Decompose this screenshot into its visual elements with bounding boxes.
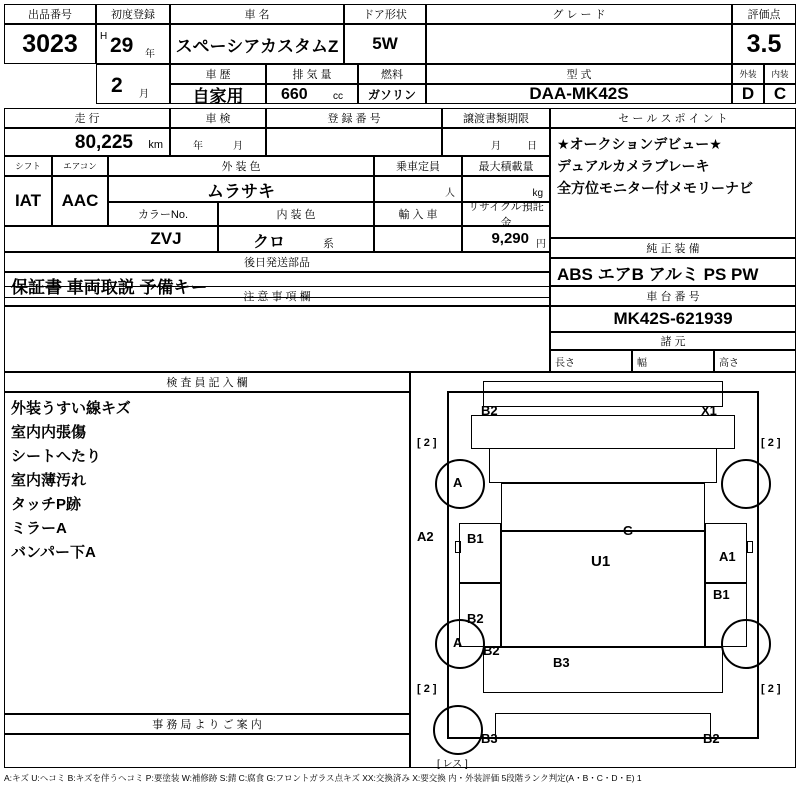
wheel-code-rear-left: A — [453, 635, 463, 650]
first-reg-month: 2 — [111, 74, 123, 97]
rear-panel — [483, 647, 723, 693]
ac-text: AAC — [61, 191, 99, 210]
damage-code-center-u1: U1 — [591, 553, 611, 570]
height-label: 高さ — [714, 350, 796, 372]
shift-text: IAT — [14, 191, 42, 210]
hood-panel — [471, 415, 735, 449]
transfer-deadline-label: 譲渡書類期限 — [442, 108, 550, 128]
damage-code-left-b1: B1 — [467, 531, 484, 546]
color-no-label: カラーNo. — [108, 202, 218, 226]
model-text: DAA-MK42S — [529, 84, 629, 103]
wheel-front-right — [721, 459, 771, 509]
inspector-notes-box — [4, 392, 410, 714]
displacement-unit: cc — [333, 91, 343, 102]
fuel-text: ガソリン — [367, 87, 416, 102]
transfer-month: 月 — [491, 141, 501, 152]
int-color-text: クロ — [253, 234, 286, 251]
fuel-value — [358, 84, 426, 104]
first-reg-year: 29 — [110, 34, 134, 57]
reg-no-value — [266, 128, 442, 156]
ext-grade-text: D — [741, 84, 755, 103]
cabin-center — [501, 531, 705, 647]
office-notice-value — [4, 734, 410, 768]
shaken-value — [170, 128, 266, 156]
chassis-label: 車 台 番 号 — [550, 286, 796, 306]
damage-code-bottom-left: B3 — [481, 731, 498, 746]
warranty-items-text: 保証書 車両取説 予備キー — [11, 277, 208, 297]
genuine-equipment-label: 純 正 装 備 — [550, 238, 796, 258]
history-text: 自家用 — [192, 86, 244, 106]
sales-point-label: セ ー ル ス ポ イ ン ト — [550, 108, 796, 128]
ext-grade-label: 外装 — [732, 64, 764, 84]
fuel-label: 燃料 — [358, 64, 426, 84]
later-ship-label: 後日発送部品 — [4, 252, 550, 272]
genuine-equipment-value — [550, 258, 796, 286]
first-reg-year-unit: 年 — [145, 49, 155, 60]
door-shape-label: ドア形状 — [344, 4, 426, 24]
transfer-deadline-value — [442, 128, 550, 156]
inspector-label: 検 査 員 記 入 欄 — [4, 372, 410, 392]
chassis-value — [550, 306, 796, 332]
model-label: 型 式 — [426, 64, 732, 84]
lot-number-label: 出品番号 — [4, 4, 96, 24]
inspector-line-3: シートへたり — [11, 448, 102, 465]
mileage-unit: km — [148, 139, 163, 151]
inspector-line-7: バンパー下A — [11, 544, 96, 561]
shaken-label: 車 検 — [170, 108, 266, 128]
lot-number-text: 3023 — [22, 29, 78, 58]
damage-code-left-b2: B2 — [467, 611, 484, 626]
damage-code-center-b3: B3 — [553, 655, 570, 670]
history-value — [170, 84, 266, 104]
recycle-text: 9,290 — [491, 230, 529, 247]
recycle-value — [462, 226, 550, 252]
ac-label: エアコン — [52, 156, 108, 176]
score-label: 評価点 — [732, 4, 796, 24]
seats-label: 乗車定員 — [374, 156, 462, 176]
office-notice-label: 事 務 局 よ り ご 案 内 — [4, 714, 410, 734]
model-value — [426, 84, 732, 104]
max-load-unit: kg — [532, 188, 543, 199]
roof-panel — [501, 483, 705, 531]
spare-wheel-label: [ レス ] — [437, 759, 468, 770]
notes-value — [4, 306, 550, 372]
damage-code-top-right: X1 — [701, 403, 717, 418]
mileage-value — [4, 128, 170, 156]
displacement-label: 排 気 量 — [266, 64, 358, 84]
displacement-text: 660 — [281, 86, 308, 103]
recycle-label: リサイクル預託金 — [462, 202, 550, 226]
recycle-unit: 円 — [536, 239, 546, 250]
color-no-value — [4, 226, 218, 252]
transfer-day: 日 — [527, 141, 537, 152]
inspector-line-5: タッチP跡 — [11, 496, 82, 513]
inspector-line-4: 室内薄汚れ — [11, 472, 87, 489]
bracket-bottom-right: [ 2 ] — [761, 683, 781, 695]
ext-color-label: 外 装 色 — [108, 156, 374, 176]
door-shape-text: 5W — [372, 34, 398, 53]
wheel-rear-right — [721, 619, 771, 669]
seats-unit: 人 — [445, 188, 455, 199]
spare-wheel — [433, 705, 483, 755]
car-name-text: スペーシアカスタムZ — [175, 36, 339, 56]
lot-number-value — [4, 24, 96, 64]
dimensions-label: 諸 元 — [550, 332, 796, 350]
bracket-bottom-left: [ 2 ] — [417, 683, 437, 695]
front-bumper — [483, 381, 723, 407]
first-reg-era: H — [100, 31, 108, 42]
int-grade-label: 内装 — [764, 64, 796, 84]
sales-point-line-1: ★オークションデビュー★ — [557, 136, 722, 152]
length-label: 長さ — [550, 350, 632, 372]
mileage-label: 走 行 — [4, 108, 170, 128]
notes-label: 注 意 事 項 欄 — [4, 286, 550, 306]
bracket-top-left: [ 2 ] — [417, 437, 437, 449]
import-value — [374, 226, 462, 252]
damage-code-left-b2b: B2 — [483, 643, 500, 658]
inspector-line-6: ミラーA — [11, 520, 67, 537]
color-no-text: ZVJ — [150, 229, 182, 248]
int-grade-text: C — [773, 84, 787, 103]
windshield — [489, 449, 717, 483]
seats-value — [374, 176, 462, 202]
ext-color-text: ムラサキ — [207, 181, 275, 201]
damage-code-bottom-right: B2 — [703, 731, 720, 746]
score-text: 3.5 — [746, 29, 782, 58]
shaken-year: 年 — [193, 141, 203, 152]
first-reg-month-unit: 月 — [139, 89, 149, 100]
first-reg-month-cell — [96, 64, 170, 104]
shift-value — [4, 176, 52, 226]
rear-bumper — [495, 713, 711, 739]
car-diagram — [410, 372, 796, 768]
int-grade-value — [764, 84, 796, 104]
door-shape-value — [344, 24, 426, 64]
wheel-code-front-left: A — [453, 475, 463, 490]
chassis-text: MK42S-621939 — [613, 309, 733, 328]
bracket-top-right: [ 2 ] — [761, 437, 781, 449]
shaken-month: 月 — [233, 141, 243, 152]
grade-label: グ レ ー ド — [426, 4, 732, 24]
genuine-equipment-text: ABS エアB アルミ PS PW — [557, 264, 759, 284]
import-label: 輸 入 車 — [374, 202, 462, 226]
inspector-line-1: 外装うすい線キズ — [11, 400, 131, 417]
ext-color-value — [108, 176, 374, 202]
int-color-value — [218, 226, 374, 252]
shift-label: シフト — [4, 156, 52, 176]
sales-point-line-2: デュアルカメラブレーキ — [557, 158, 710, 174]
ac-value — [52, 176, 108, 226]
inspector-line-2: 室内内張傷 — [11, 424, 87, 441]
car-name-value — [170, 24, 344, 64]
int-color-label: 内 装 色 — [218, 202, 374, 226]
history-label: 車 歴 — [170, 64, 266, 84]
damage-code-left-mid: A2 — [417, 529, 434, 544]
max-load-label: 最大積載量 — [462, 156, 550, 176]
left-mirror-mark — [455, 541, 461, 553]
damage-code-right-a1: A1 — [719, 549, 736, 564]
displacement-value — [266, 84, 358, 104]
damage-code-right-b1: B1 — [713, 587, 730, 602]
car-name-label: 車 名 — [170, 4, 344, 24]
first-reg-value — [96, 24, 170, 64]
grade-value — [426, 24, 732, 64]
width-label: 幅 — [632, 350, 714, 372]
reg-no-label: 登 録 番 号 — [266, 108, 442, 128]
damage-code-top-left: B2 — [481, 403, 498, 418]
damage-code-center-g: G — [623, 523, 634, 538]
first-reg-label: 初度登録 — [96, 4, 170, 24]
sales-point-line-3: 全方位モニター付メモリーナビ — [557, 180, 753, 196]
sales-point-box — [550, 128, 796, 238]
score-value — [732, 24, 796, 64]
int-color-suffix: 系 — [323, 238, 334, 250]
mileage-text: 80,225 — [74, 132, 133, 153]
right-mirror-mark — [747, 541, 753, 553]
ext-grade-value — [732, 84, 764, 104]
footer-legend: A:キズ U:ヘコミ B:キズを伴うヘコミ P:要塗装 W:補修跡 S:錆 C:腐食 G:フロントガラス点キズ XX:交換済み X:要交換 内・外装評価 5段階ランク判定(A・B・C・D・E) 1 — [4, 773, 642, 783]
